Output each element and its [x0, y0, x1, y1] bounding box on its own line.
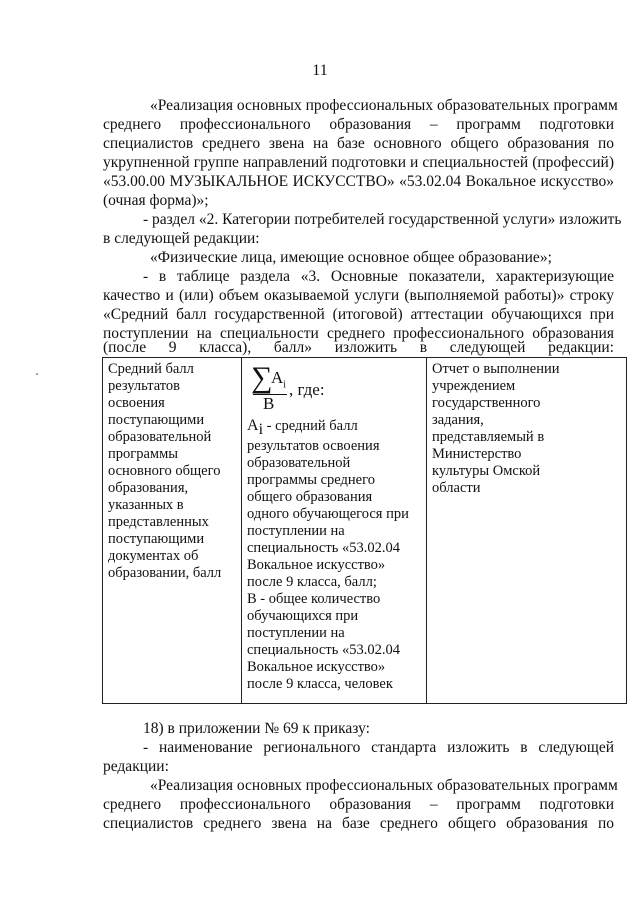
text-line: специалистов среднего звена на базе основного общего образования по — [103, 135, 614, 152]
cell-line: представленных — [108, 514, 209, 530]
formula-suffix: , где: — [289, 380, 325, 399]
cell-line: поступающими — [108, 412, 205, 428]
formula-denominator: B — [263, 394, 275, 413]
text-line: «Физические лица, имеющие основное общее образование»; — [150, 249, 552, 266]
cell-line: после 9 класса, балл; — [247, 573, 377, 590]
cell-line: Средний балл — [108, 361, 194, 377]
cell-line: результатов — [108, 378, 181, 394]
variable-letter: A — [247, 417, 259, 434]
text-line: поступлении на специальности среднего профессионального образования — [103, 325, 614, 342]
text-line: «Реализация основных профессиональных образовательных программ — [150, 97, 618, 114]
cell-line: образовании, балл — [108, 565, 222, 581]
sum-symbol: ∑ — [251, 361, 273, 394]
text-line: «53.00.00 МУЗЫКАЛЬНОЕ ИСКУССТВО» «53.02.04 Вокальное искусство» — [103, 173, 614, 190]
cell-line: программы среднего — [247, 471, 375, 488]
cell-line: после 9 класса, человек — [247, 675, 393, 692]
cell-line: государственного — [432, 395, 541, 411]
text-line: 18) в приложении № 69 к приказу: — [143, 720, 370, 737]
cell-line: основного общего — [108, 463, 221, 479]
text-line: в следующей редакции: — [103, 230, 260, 247]
cell-line: поступлении на — [247, 522, 345, 539]
cell-line: программы — [108, 446, 178, 462]
cell-line: Отчет о выполнении — [432, 361, 560, 377]
formula-numerator — [271, 369, 286, 393]
cell-line: документах об — [108, 548, 199, 564]
numerator-subscript: i — [283, 379, 287, 391]
report-source-cell — [427, 358, 627, 704]
text-line: среднего профессионального образования – программ подготовки — [103, 116, 614, 133]
table-row — [103, 358, 627, 704]
formula — [247, 361, 422, 417]
text-line: среднего профессионального образования – программ подготовки — [103, 796, 614, 813]
cell-line: обучающихся при — [247, 607, 359, 624]
text-line: - в таблице раздела «3. Основные показатели, характеризующие — [143, 268, 614, 285]
variable-subscript: i — [258, 420, 264, 438]
cell-line: результатов освоения — [247, 437, 380, 454]
text-line: редакции: — [103, 758, 169, 775]
cell-line: представляемый в — [432, 429, 545, 445]
cell-line: учреждением — [432, 378, 516, 394]
text-line: специалистов среднего звена на базе среднего общего образования по — [103, 815, 614, 832]
indicator-name-cell — [103, 358, 242, 704]
text-line: - наименование регионального стандарта изложить в следующей — [143, 739, 614, 756]
cell-line: образования, — [108, 480, 189, 496]
cell-line: Вокальное искусство» — [247, 658, 386, 675]
text-line: укрупненной группе направлений подготовки и специальностей (профессий) — [103, 154, 614, 171]
cell-line: культуры Омской — [432, 463, 541, 479]
cell-line: освоения — [108, 395, 165, 411]
cell-line: B - общее количество — [247, 590, 381, 607]
cell-line: общего образования — [247, 488, 373, 505]
page-number: 11 — [312, 62, 328, 79]
cell-line: задания, — [432, 412, 484, 428]
cell-line: области — [432, 480, 481, 496]
cell-line: поступлении на — [247, 624, 345, 641]
text-line: «Реализация основных профессиональных образовательных программ — [150, 777, 618, 794]
cell-line — [247, 417, 422, 438]
formula-cell — [242, 358, 427, 704]
text-line: качество и (или) объем оказываемой услуги (выполняемой работы)» строку — [103, 287, 614, 304]
cell-line: специальность «53.02.04 — [247, 539, 400, 556]
text-line: - раздел «2. Категории потребителей государственной услуги» изложить — [143, 211, 622, 228]
text-line: (очная форма)»; — [103, 192, 209, 209]
scan-speck — [36, 373, 38, 375]
cell-line: указанных в — [108, 497, 184, 513]
cell-line: специальность «53.02.04 — [247, 641, 400, 658]
text-line: «Средний балл государственной (итоговой) аттестации обучающихся при — [103, 306, 614, 323]
cell-line: образовательной — [108, 429, 212, 445]
cell-line: одного обучающегося при — [247, 505, 409, 522]
indicator-table — [102, 357, 627, 704]
numerator-letter: A — [271, 368, 284, 387]
cell-line: Министерство — [432, 446, 522, 462]
variable-desc: - средний балл — [263, 418, 358, 434]
text-line: (после 9 класса), балл» изложить в следующей редакции: — [103, 339, 614, 356]
cell-line: образовательной — [247, 454, 351, 471]
cell-line: Вокальное искусство» — [247, 556, 386, 573]
cell-line: поступающими — [108, 531, 205, 547]
